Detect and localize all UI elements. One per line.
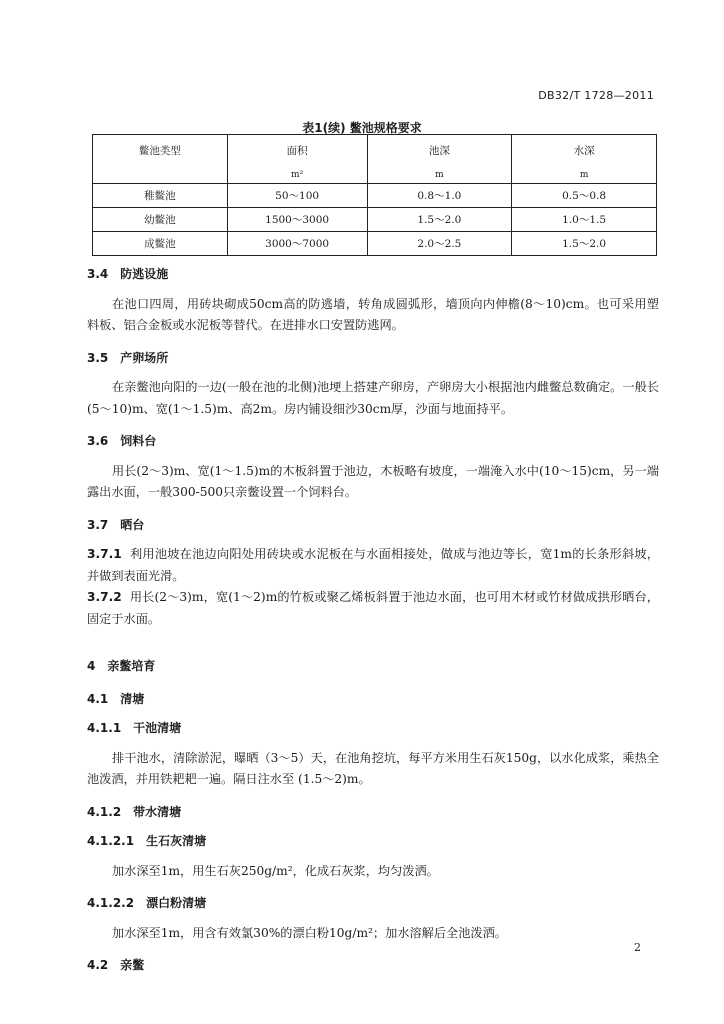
table-cell: 幼鳖池 [93,208,228,232]
page-number: 2 [634,941,641,954]
table-cell: 50～100 [227,184,367,208]
table-header-cell: 面积 m² [227,135,367,184]
chapter-heading-4: 4 亲鳖培育 [87,659,156,673]
table-row [93,208,657,232]
table-cell: 3000～7000 [227,232,367,256]
table-row [93,232,657,256]
document-body [87,264,659,977]
table-caption: 表1(续) 鳖池规格要求 [302,121,422,135]
section-text-3-4: 在池口四周，用砖块砌成50cm高的防逃墙，转角成圆弧形，墙顶向内伸檐(8～10)cm。也可采用塑料板、铝合金板或水泥板等替代。在进排水口安置防逃网。 [87,296,659,332]
section-heading-4-2: 4.2 亲鳖 [87,958,145,972]
table-cell: 1.0～1.5 [512,208,657,232]
section-heading-4-1-2: 4.1.2 带水清塘 [87,804,182,819]
table-row [93,184,657,208]
section-heading-3-4: 3.4 防逃设施 [87,267,169,281]
section-text-3-6: 用长(2～3)m、宽(1～1.5)m的木板斜置于池边，木板略有坡度，一端淹入水中(10～15)cm，另一端露出水面，一般300-500只亲鳖设置一个饲料台。 [87,463,659,499]
table-cell: 2.0～2.5 [367,232,512,256]
clause-3-7-1: 3.7.1 利用池坡在池边向阳处用砖块或水泥板在与水面相接处，做成与池边等长，宽1m的长条形斜坡，并做到表面光滑。 [87,547,659,583]
section-heading-4-1-2-1: 4.1.2.1 生石灰清塘 [87,834,207,848]
section-heading-3-5: 3.5 产卵场所 [87,350,169,365]
table-header-cell: 水深 m [512,135,657,184]
section-heading-4-1: 4.1 清塘 [87,691,145,706]
table-header-cell: 池深 m [367,135,512,184]
section-text-4-1-2-2: 加水深至1m，用含有效氯30%的漂白粉10g/m²；加水溶解后全池泼洒。 [112,925,507,940]
section-text-3-5: 在亲鳖池向阳的一边(一般在池的北侧)池埂上搭建产卵房，产卵房大小根据池内雌鳖总数确定。一般长(5～10)m、宽(1～1.5)m、高2m。房内铺设细沙30cm厚，沙面与地面持平。 [87,380,659,416]
table-cell: 1.5～2.0 [367,208,512,232]
section-text-4-1-1: 排干池水，清除淤泥，曝晒（3～5）天，在池角挖坑，每平方米用生石灰150g，以水化成浆，乘热全池泼洒，并用铁耙耙一遍。隔日注水至 (1.5～2)m。 [87,750,659,786]
table-cell: 1500～3000 [227,208,367,232]
section-heading-4-1-2-2: 4.1.2.2 漂白粉清塘 [87,896,207,910]
clause-3-7-2: 3.7.2 用长(2～3)m，宽(1～2)m的竹板或聚乙烯板斜置于池边水面，也可用木材或竹材做成拱形晒台，固定于水面。 [87,590,659,626]
section-heading-3-7: 3.7 晒台 [87,517,145,532]
spec-table [92,134,657,256]
table-cell: 0.8～1.0 [367,184,512,208]
table-header-row [93,135,657,184]
table-cell: 1.5～2.0 [512,232,657,256]
section-text-4-1-2-1: 加水深至1m，用生石灰250g/m²，化成石灰浆，均匀泼洒。 [112,863,439,878]
table-cell: 稚鳖池 [93,184,228,208]
table-cell: 0.5～0.8 [512,184,657,208]
table-header-cell: 鳖池类型 [93,135,228,184]
section-heading-4-1-1: 4.1.1 干池清塘 [87,721,182,735]
standard-code: DB32/T 1728—2011 [538,89,654,102]
table-cell: 成鳖池 [93,232,228,256]
section-heading-3-6: 3.6 饲料台 [87,434,157,448]
